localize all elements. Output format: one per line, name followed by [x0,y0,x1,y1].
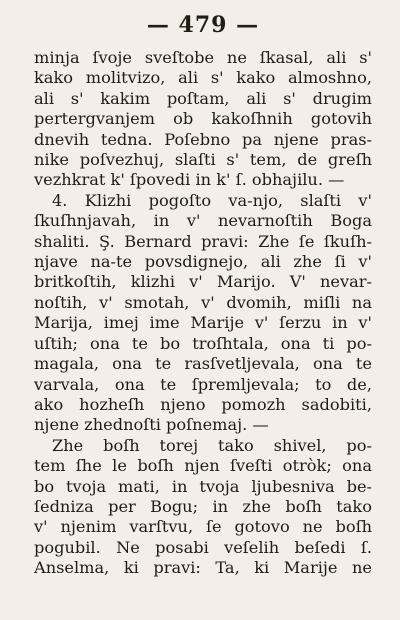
text-line: magala, ona te rasſvetljevala, ona te [34,354,372,374]
text-line: vezhkrat k' ſpovedi in k' ſ. obhajilu. — [34,170,345,190]
text-line: ako hozheſh njeno pomozh sadobiti, [34,394,372,414]
text-line: 4. Klizhi pogoſto va-njo, slaſti v' [52,190,372,210]
text-line: ſkuſhnjavah, in v' nevarnoſtih Boga [34,211,372,231]
text-line: Anselma, ki pravi: Ta, ki Marije ne [34,558,372,578]
text-line: pogubil. Ne posabi veſelih beſedi ſ. [34,537,372,557]
text-line: Marija, imej ime Marije v' ſerzu in v' [34,313,372,333]
text-line: pertergvanjem ob kakoſhnih gotovih [34,109,372,129]
text-line: dnevih tedna. Poſebno pa njene pras- [34,129,372,149]
text-line: ali s' kakim poſtam, ali s' drugim [34,88,372,108]
text-line: v' njenim varſtvu, ſe gotovo ne boſh [34,517,372,537]
text-line: uſtih; ona te bo troſhtala, ona ti po- [34,333,372,353]
text-line: minja ſvoje sveſtobe ne ſkasal, ali s' [34,48,372,67]
text-line: ſedniza per Bogu; in zhe boſh tako [34,496,372,516]
text-line: kako molitvizo, ali s' kako almoshno, [34,68,372,88]
text-line: britkoſtih, klizhi v' Marijo. V' nevar- [34,272,372,292]
page-number: — 479 — [146,12,260,38]
text-line: nike poſvezhuj, slaſti s' tem, de greſh [34,150,372,170]
text-line: bo tvoja mati, in tvoja ljubesniva be- [34,476,372,496]
text-line: varvala, ona te ſpremljevala; to de, [34,374,372,394]
text-line: Zhe boſh torej tako shivel, po- [52,435,372,455]
text-line: njene zhednoſti poſnemaj. — [34,415,269,435]
text-line: shaliti. Ş. Bernard pravi: Zhe ſe ſkuſh- [34,231,372,251]
text-line: njave na-te povsdignejo, ali zhe ſi v' [34,252,372,272]
page-body [34,48,372,579]
text-line: tem ſhe le boſh njen ſveſti otròk; ona [34,456,372,476]
text-line: noſtih, v' smotah, v' dvomih, miſli na [34,292,372,312]
